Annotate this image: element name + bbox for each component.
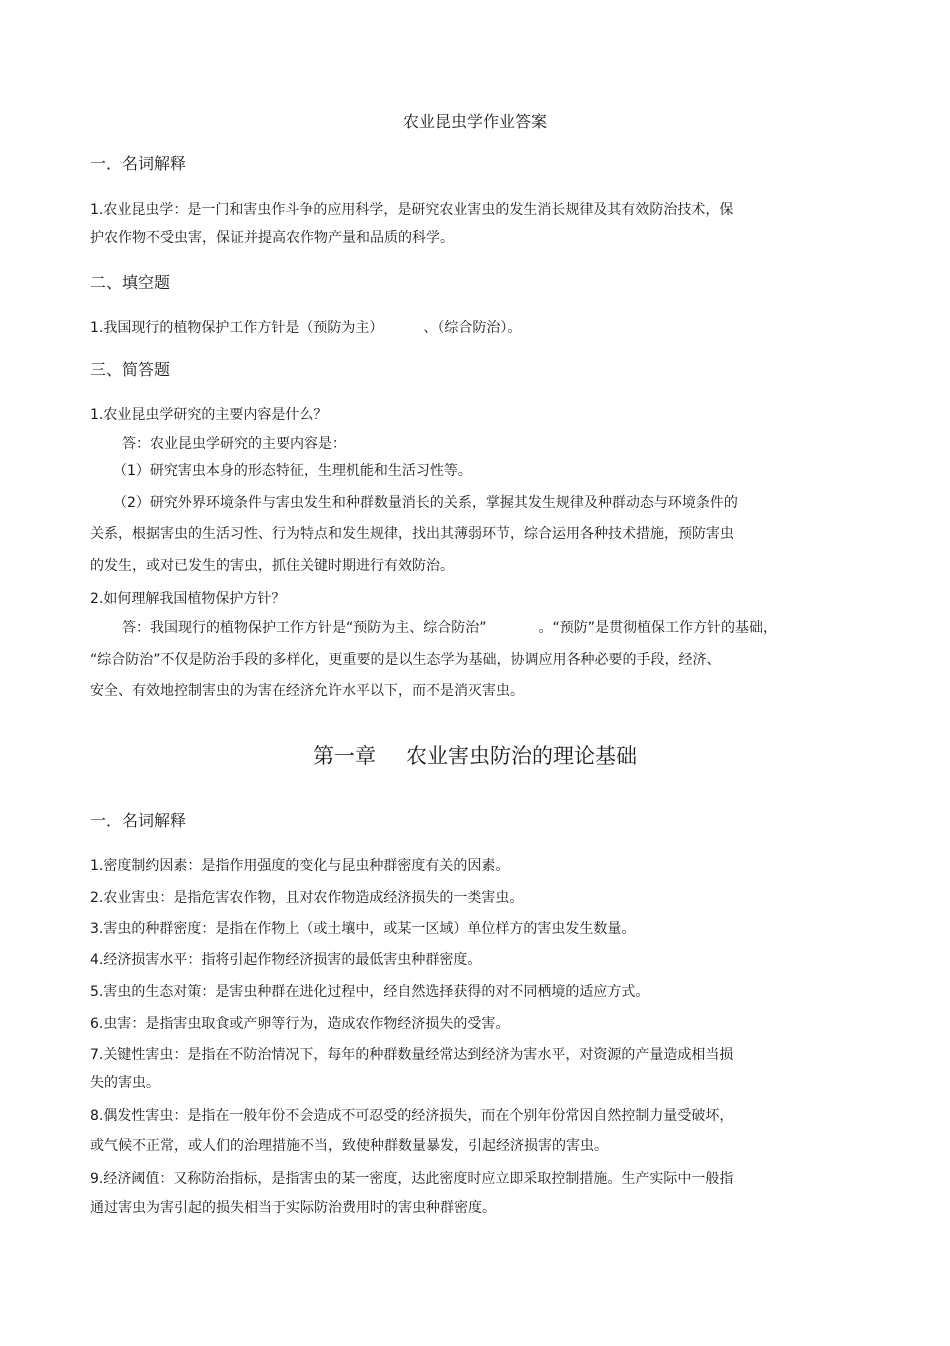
definition-line: 4.经济损害水平：指将引起作物经济损害的最低害虫种群密度。 bbox=[90, 952, 482, 968]
question-1: 1.农业昆虫学研究的主要内容是什么？ bbox=[90, 407, 328, 423]
definition-line: 7.关键性害虫：是指在不防治情况下，每年的种群数量经常达到经济为害水平，对资源的产量造成相当损 bbox=[90, 1047, 734, 1063]
answer-line: 答：农业昆虫学研究的主要内容是： bbox=[122, 436, 346, 452]
chapter-name: 农业害虫防治的理论基础 bbox=[406, 744, 637, 768]
definition-line: 或气候不正常，或人们的治理措施不当，致使种群数量暴发，引起经济损害的害虫。 bbox=[90, 1138, 608, 1154]
fill-blank-part-b: 、（综合防治）。 bbox=[423, 320, 522, 336]
answer-part-a: 答：我国现行的植物保护工作方针是“预防为主、综合防治” bbox=[122, 620, 487, 636]
definition-line: 5.害虫的生态对策：是害虫种群在进化过程中，经自然选择获得的对不同栖境的适应方式。 bbox=[90, 984, 650, 1000]
answer-line: 安全、有效地控制害虫的为害在经济允许水平以下，而不是消灭害虫。 bbox=[90, 683, 524, 699]
definition-line: 9.经济阈值：又称防治指标，是指害虫的某一密度，达此密度时应立即采取控制措施。生产实际中一般指 bbox=[90, 1171, 734, 1187]
answer-line: “综合防治”不仅是防治手段的多样化，更重要的是以生态学为基础，协调应用各种必要的手段，经济、 bbox=[90, 652, 721, 668]
fill-blank-part-a: 1.我国现行的植物保护工作方针是（预防为主） bbox=[90, 320, 384, 336]
section-heading-definitions: 一．名词解释 bbox=[90, 811, 187, 830]
definition-line: 通过害虫为害引起的损失相当于实际防治费用时的害虫种群密度。 bbox=[90, 1200, 496, 1216]
chapter-title bbox=[0, 742, 950, 770]
answer-line bbox=[122, 618, 777, 638]
definition-line: 失的害虫。 bbox=[90, 1075, 160, 1091]
section-heading-fill-blank: 二、填空题 bbox=[90, 273, 171, 292]
definition-line: 3.害虫的种群密度：是指在作物上（或土壤中，或某一区域）单位样方的害虫发生数量。 bbox=[90, 921, 636, 937]
answer-part-b: 。“预防”是贯彻植保工作方针的基础， bbox=[538, 620, 778, 636]
section-heading-definitions: 一．名词解释 bbox=[90, 154, 187, 173]
answer-line: 关系，根据害虫的生活习性、行为特点和发生规律，找出其薄弱环节，综合运用各种技术措施，预防害虫 bbox=[90, 526, 734, 542]
answer-line: （1）研究害虫本身的形态特征，生理机能和生活习性等。 bbox=[113, 463, 472, 479]
definition-line: 2.农业害虫：是指危害农作物，且对农作物造成经济损失的一类害虫。 bbox=[90, 890, 524, 906]
document-title: 农业昆虫学作业答案 bbox=[402, 112, 547, 131]
answer-line: （2）研究外界环境条件与害虫发生和种群数量消长的关系，掌握其发生规律及种群动态与环境条件的 bbox=[113, 495, 738, 511]
definition-line: 8.偶发性害虫：是指在一般年份不会造成不可忍受的经济损失，而在个别年份常因自然控制力量受破坏， bbox=[90, 1108, 734, 1124]
fill-blank-question bbox=[90, 318, 521, 338]
answer-line: 的发生，或对已发生的害虫，抓住关键时期进行有效防治。 bbox=[90, 558, 454, 574]
question-2: 2.如何理解我国植物保护方针？ bbox=[90, 591, 286, 607]
definition-line: 1.农业昆虫学：是一门和害虫作斗争的应用科学，是研究农业害虫的发生消长规律及其有效防治技术，保 bbox=[90, 202, 734, 218]
definition-line: 护农作物不受虫害，保证并提高农作物产量和品质的科学。 bbox=[90, 230, 454, 246]
definition-line: 1.密度制约因素：是指作用强度的变化与昆虫种群密度有关的因素。 bbox=[90, 858, 510, 874]
section-heading-short-answer: 三、简答题 bbox=[90, 360, 171, 379]
chapter-number: 第一章 bbox=[313, 744, 376, 768]
definition-line: 6.虫害：是指害虫取食或产卵等行为，造成农作物经济损失的受害。 bbox=[90, 1016, 510, 1032]
